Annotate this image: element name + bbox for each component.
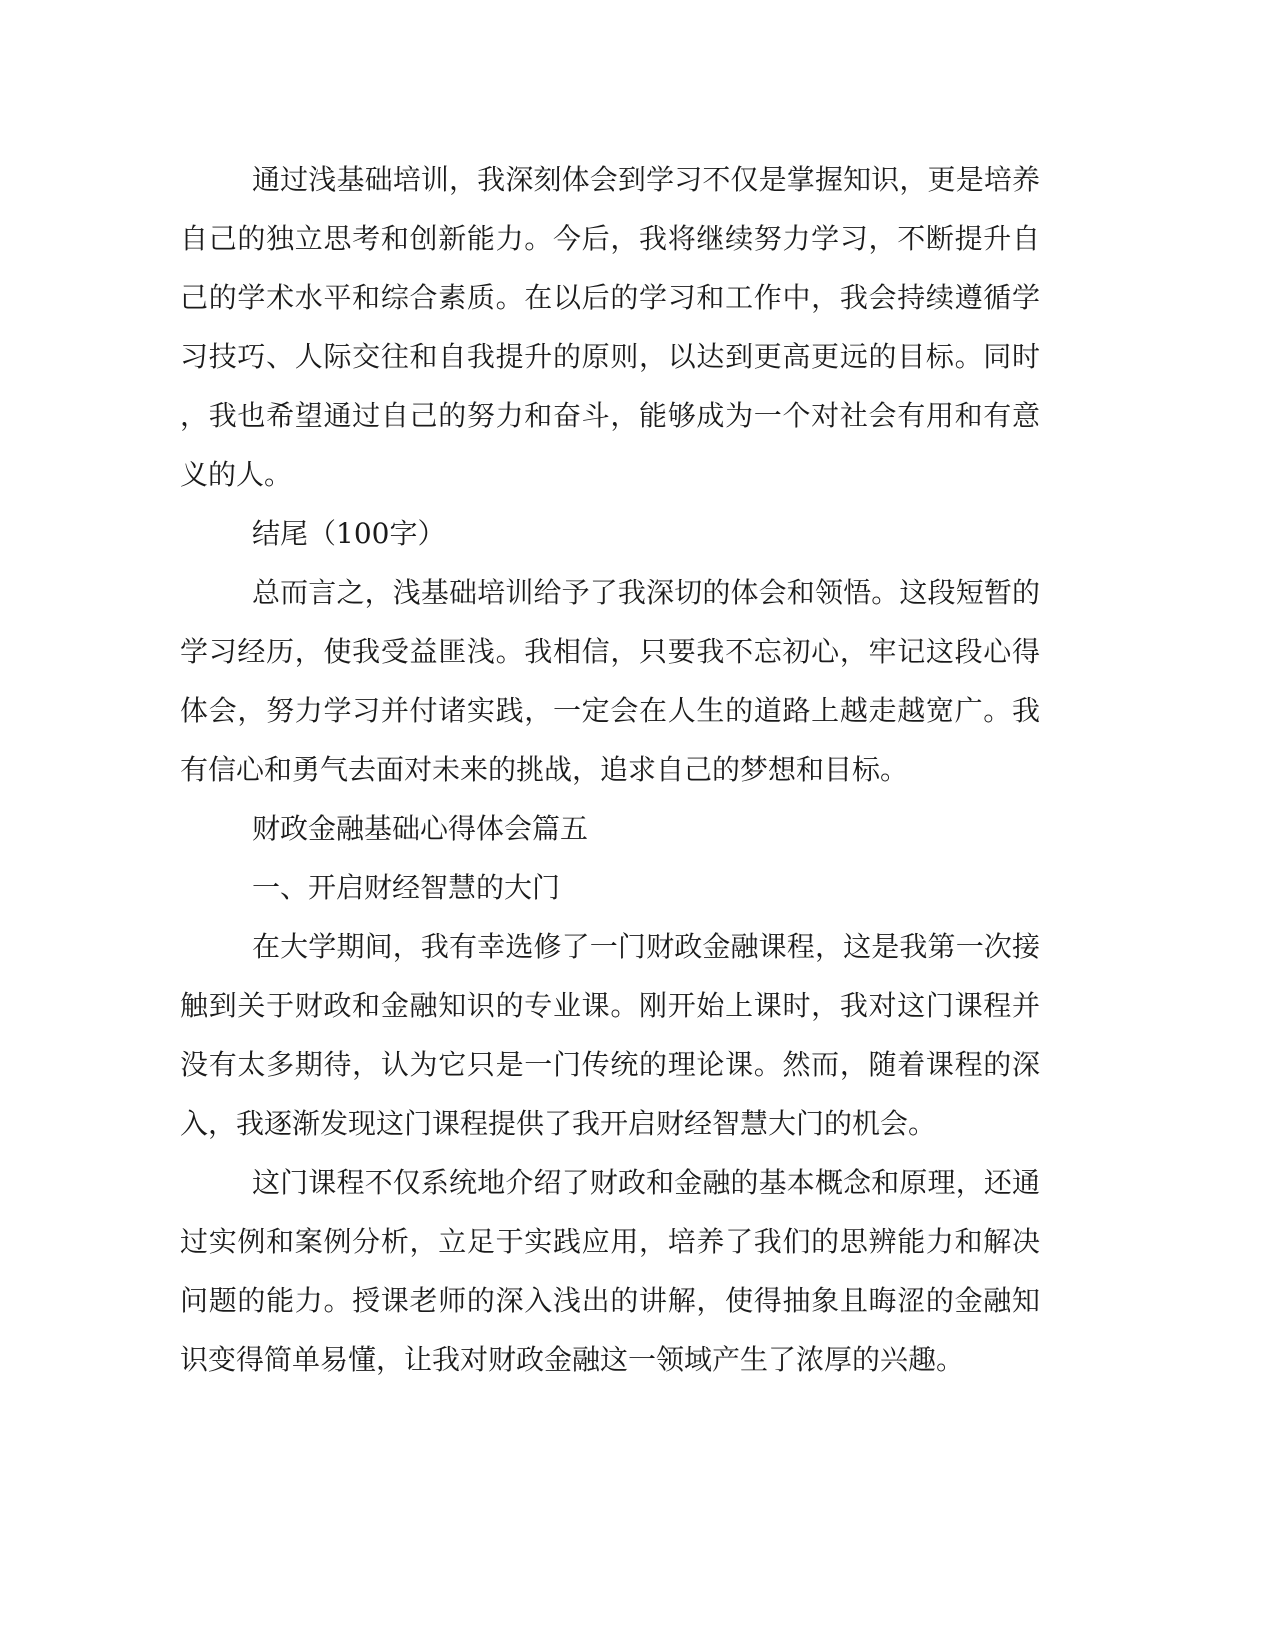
text-line: 识变得简单易懂，让我对财政金融这一领域产生了浓厚的兴趣。 [180,1343,965,1376]
text-line: 体会，努力学习并付诸实践，一定会在人生的道路上越走越宽广。我 [180,694,1040,727]
body-text [180,150,1040,1389]
text-line: 义的人。 [180,458,293,491]
text-line: 过实例和案例分析，立足于实践应用，培养了我们的思辨能力和解决 [180,1225,1040,1258]
article-title: 财政金融基础心得体会篇五 [252,812,589,845]
text-line: 总而言之，浅基础培训给予了我深切的体会和领悟。这段短暂的 [252,576,1040,609]
section-heading: 一、开启财经智慧的大门 [252,871,561,904]
text-line: 己的学术水平和综合素质。在以后的学习和工作中，我会持续遵循学 [180,281,1040,314]
text-line: 在大学期间，我有幸选修了一门财政金融课程，这是我第一次接 [252,930,1040,963]
text-line: 自己的独立思考和创新能力。今后，我将继续努力学习，不断提升自 [180,222,1040,255]
section-heading: 结尾（100字） [252,517,446,550]
text-line: 通过浅基础培训，我深刻体会到学习不仅是掌握知识，更是培养 [252,163,1040,196]
text-line: 入，我逐渐发现这门课程提供了我开启财经智慧大门的机会。 [180,1107,937,1140]
text-line: 触到关于财政和金融知识的专业课。刚开始上课时，我对这门课程并 [180,989,1040,1022]
text-line: 习技巧、人际交往和自我提升的原则，以达到更高更远的目标。同时 [180,340,1040,373]
text-line: ，我也希望通过自己的努力和奋斗，能够成为一个对社会有用和有意 [180,399,1040,432]
text-line: 没有太多期待，认为它只是一门传统的理论课。然而，随着课程的深 [180,1048,1040,1081]
text-line: 学习经历，使我受益匪浅。我相信，只要我不忘初心，牢记这段心得 [180,635,1040,668]
text-line: 问题的能力。授课老师的深入浅出的讲解，使得抽象且晦涩的金融知 [180,1284,1040,1317]
text-line: 这门课程不仅系统地介绍了财政和金融的基本概念和原理，还通 [252,1166,1040,1199]
text-line: 有信心和勇气去面对未来的挑战，追求自己的梦想和目标。 [180,753,909,786]
